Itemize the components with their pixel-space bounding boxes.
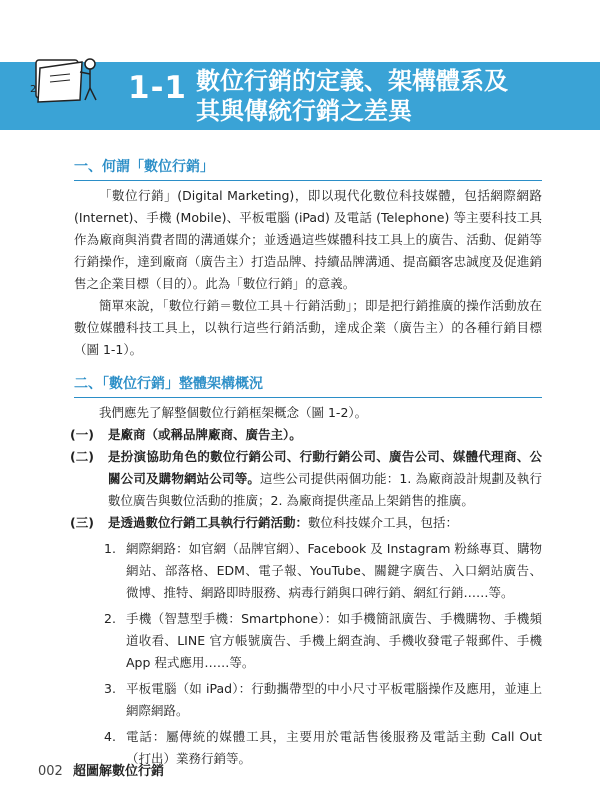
list-item-lead: 是扮演協助角色的數位行銷公司、行動行銷公司、廣告公司、媒體代理商、公關公司及購物網站公司等。 bbox=[108, 449, 542, 486]
list-item-tag: (一) bbox=[70, 427, 94, 442]
sub-item-text: 電話：屬傳統的媒體工具，主要用於電話售後服務及電話主動 Call Out（打出）業務行銷等。 bbox=[126, 729, 542, 766]
page-number: 002 bbox=[38, 764, 63, 779]
sub-item-text: 手機（智慧型手機：Smartphone）：如手機簡訊廣告、手機購物、手機頻道收看、LINE 官方帳號廣告、手機上網查詢、手機收發電子報郵件、手機 App 程式應用……等。 bbox=[126, 611, 542, 670]
sub-item-number: 3. bbox=[104, 681, 116, 696]
list-item-tag: (三) bbox=[70, 515, 94, 530]
page-content bbox=[70, 156, 542, 770]
list-item-text: 這些公司提供兩個功能：1. 為廠商設計規劃及執行數位廣告與數位活動的推廣；2. 為廠商提供產品上架銷售的推廣。 bbox=[108, 471, 542, 508]
sub-item-text: 平板電腦（如 iPad）：行動攜帶型的中小尺寸平板電腦操作及應用，並連上網際網路。 bbox=[126, 681, 542, 718]
folder-character-icon bbox=[30, 50, 104, 110]
section2-intro: 我們應先了解整個數位行銷框架概念（圖 1-2）。 bbox=[99, 405, 368, 420]
list-item-lead: 是透過數位行銷工具執行行銷活動： bbox=[108, 515, 309, 530]
sub-item-1 bbox=[74, 538, 542, 604]
list-item-3 bbox=[70, 512, 542, 534]
list-item-lead: 是廠商（或稱品牌廠商、廣告主）。 bbox=[108, 427, 302, 442]
sub-item-2 bbox=[74, 608, 542, 674]
list-item-text: 數位科技媒介工具，包括： bbox=[308, 515, 459, 530]
chapter-title-line2: 其與傳統行銷之差異 bbox=[196, 97, 412, 125]
sub-item-number: 2. bbox=[104, 611, 116, 626]
section1-heading: 一、何謂「數位行銷」 bbox=[74, 156, 542, 181]
book-title: 超圖解數位行銷 bbox=[72, 764, 164, 779]
sub-item-text: 網際網路：如官網（品牌官網）、Facebook 及 Instagram 粉絲專頁、購物網站、部落格、EDM、電子報、YouTube、關鍵字廣告、入口網站廣告、微博、推特、網路即時服務、病毒行銷與口碑行銷、網紅行銷……等。 bbox=[126, 541, 542, 600]
chapter-title-line1: 數位行銷的定義、架構體系及 bbox=[196, 67, 508, 95]
section1-paragraph-2: 簡單來說，「數位行銷＝數位工具＋行銷活動」；即是把行銷推廣的操作活動放在數位媒體科技工具上，以執行這些行銷活動，達成企業（廣告主）的各種行銷目標（圖 1-1）。 bbox=[74, 298, 542, 357]
sub-item-number: 4. bbox=[104, 729, 116, 744]
section2-heading: 二、「數位行銷」整體架構概況 bbox=[74, 373, 542, 398]
sub-item-3 bbox=[74, 678, 542, 722]
chapter-title bbox=[196, 66, 556, 126]
page-footer bbox=[38, 760, 164, 779]
section1-paragraph-1: 「數位行銷」(Digital Marketing)，即以現代化數位科技媒體，包括網際網路 (Internet)、手機 (Mobile)、平板電腦 (iPad) 及電話 (Telephone) 等主要科技工具作為廠商與消費者間的溝通媒介；並透過這些媒體科技工具上的廣告、活動、促銷等行銷操作，達到廠商（廣告主）打造品牌、持續品牌溝通、提高顧客忠誠度及促進銷售之企業目標（目的）。此為「數位行銷」的意義。 bbox=[74, 188, 542, 291]
list-item-tag: (二) bbox=[70, 449, 94, 464]
sub-item-number: 1. bbox=[104, 541, 116, 556]
list-item-1 bbox=[70, 424, 542, 446]
chapter-number: 1-1 bbox=[128, 70, 188, 106]
svg-text:2: 2 bbox=[30, 84, 37, 95]
list-item-2 bbox=[70, 446, 542, 512]
